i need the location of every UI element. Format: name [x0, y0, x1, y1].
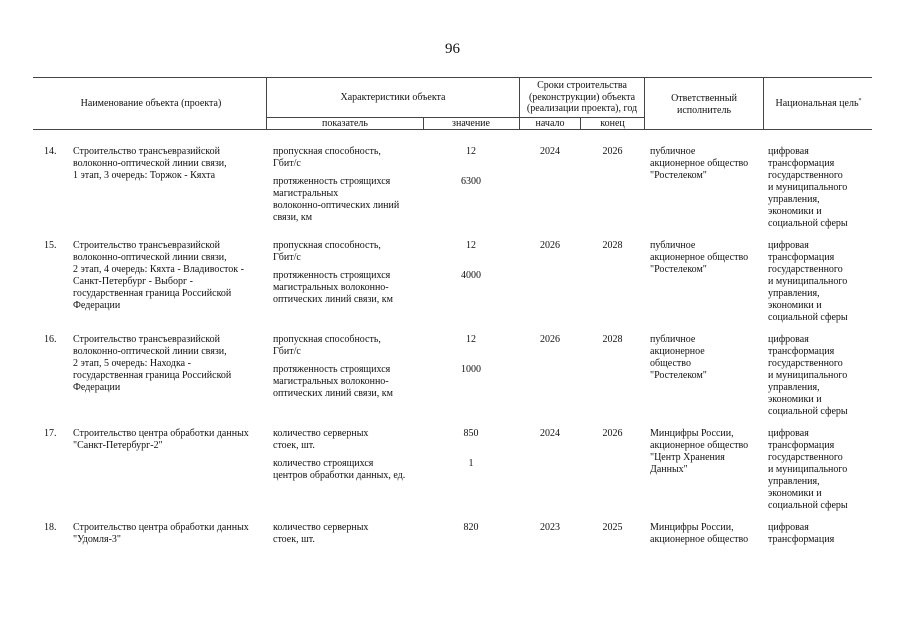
header-start: начало: [535, 118, 565, 129]
header-timeline: Сроки строительства (реконструкции) объекта (реализации проекта), год: [526, 80, 638, 114]
start-year: 2023: [540, 522, 560, 533]
national-goal: цифровая трансформация государственного и муниципального управления, экономики и социальной сферы: [768, 146, 848, 229]
executor: Минцифры России, акционерное общество: [650, 522, 749, 545]
row-number: 15.: [44, 240, 57, 251]
indicator-1: количество серверных стоек, шт.: [273, 428, 369, 451]
row-number: 18.: [44, 522, 57, 533]
row-number: 16.: [44, 334, 57, 345]
header-characteristics: Характеристики объекта: [340, 92, 446, 103]
object-name: Строительство трансъевразийской волоконно-оптической линии связи, 2 этап, 4 очередь: Кяхта - Владивосток - Санкт-Петербург - Выборг - государственная граница Российской Федерации: [73, 240, 244, 311]
indicator-2: количество строящихся центров обработки данных, ед.: [273, 458, 406, 481]
row-number: 17.: [44, 428, 57, 439]
header-indicator: показатель: [322, 118, 368, 129]
value-2: 4000: [461, 270, 481, 281]
indicator-2: протяженность строящихся магистральных волоконно-оптических линий связи, км: [273, 176, 400, 223]
national-goal: цифровая трансформация государственного и муниципального управления, экономики и социальной сферы: [768, 240, 848, 323]
indicator-2: протяженность строящихся магистральных волоконно- оптических линий связи, км: [273, 270, 393, 305]
indicator-1: пропускная способность, Гбит/с: [273, 240, 381, 263]
value-1: 12: [466, 146, 476, 157]
indicator-2: протяженность строящихся магистральных волоконно- оптических линий связи, км: [273, 364, 393, 399]
start-year: 2026: [540, 334, 560, 345]
header-end: конец: [600, 118, 625, 129]
start-year: 2024: [540, 146, 560, 157]
national-goal: цифровая трансформация государственного и муниципального управления, экономики и социальной сферы: [768, 428, 848, 511]
executor: публичное акционерное общество "Ростелеком": [650, 146, 749, 181]
page-number: 96: [445, 41, 460, 57]
national-goal: цифровая трансформация государственного и муниципального управления, экономики и социальной сферы: [768, 334, 848, 417]
executor: публичное акционерное общество "Ростелеком": [650, 240, 749, 275]
indicator-1: пропускная способность, Гбит/с: [273, 334, 381, 357]
value-1: 12: [466, 334, 476, 345]
header-value: значение: [452, 118, 490, 129]
object-name: Строительство трансъевразийской волоконно-оптической линии связи, 2 этап, 5 очередь: Находка - государственная граница Российской Федерации: [73, 334, 232, 393]
row-number: 14.: [44, 146, 57, 157]
object-name: Строительство трансъевразийской волоконно-оптической линии связи, 1 этап, 3 очередь: Торжок - Кяхта: [73, 146, 227, 181]
value-1: 12: [466, 240, 476, 251]
executor: Минцифры России, акционерное общество "Центр Хранения Данных": [650, 428, 749, 475]
indicator-1: пропускная способность, Гбит/с: [273, 146, 381, 169]
national-goal: цифровая трансформация: [768, 522, 835, 545]
header-executor: Ответственный исполнитель: [671, 93, 737, 116]
end-year: 2028: [602, 240, 623, 251]
end-year: 2026: [602, 146, 623, 157]
value-2: 1: [468, 458, 474, 469]
object-name: Строительство центра обработки данных "Удомля-3": [73, 522, 249, 545]
header-name: Наименование объекта (проекта): [80, 98, 222, 109]
value-1: 850: [463, 428, 479, 439]
end-year: 2026: [602, 428, 623, 439]
end-year: 2028: [602, 334, 623, 345]
start-year: 2026: [540, 240, 560, 251]
indicator-1: количество серверных стоек, шт.: [273, 522, 369, 545]
end-year: 2025: [602, 522, 623, 533]
executor: публичное акционерное общество "Ростелеком": [650, 334, 707, 381]
header-goal: Национальная цель*: [775, 98, 862, 109]
start-year: 2024: [540, 428, 560, 439]
value-2: 1000: [461, 364, 481, 375]
value-1: 820: [463, 522, 479, 533]
value-2: 6300: [461, 176, 481, 187]
object-name: Строительство центра обработки данных "Санкт-Петербург-2": [73, 428, 249, 451]
